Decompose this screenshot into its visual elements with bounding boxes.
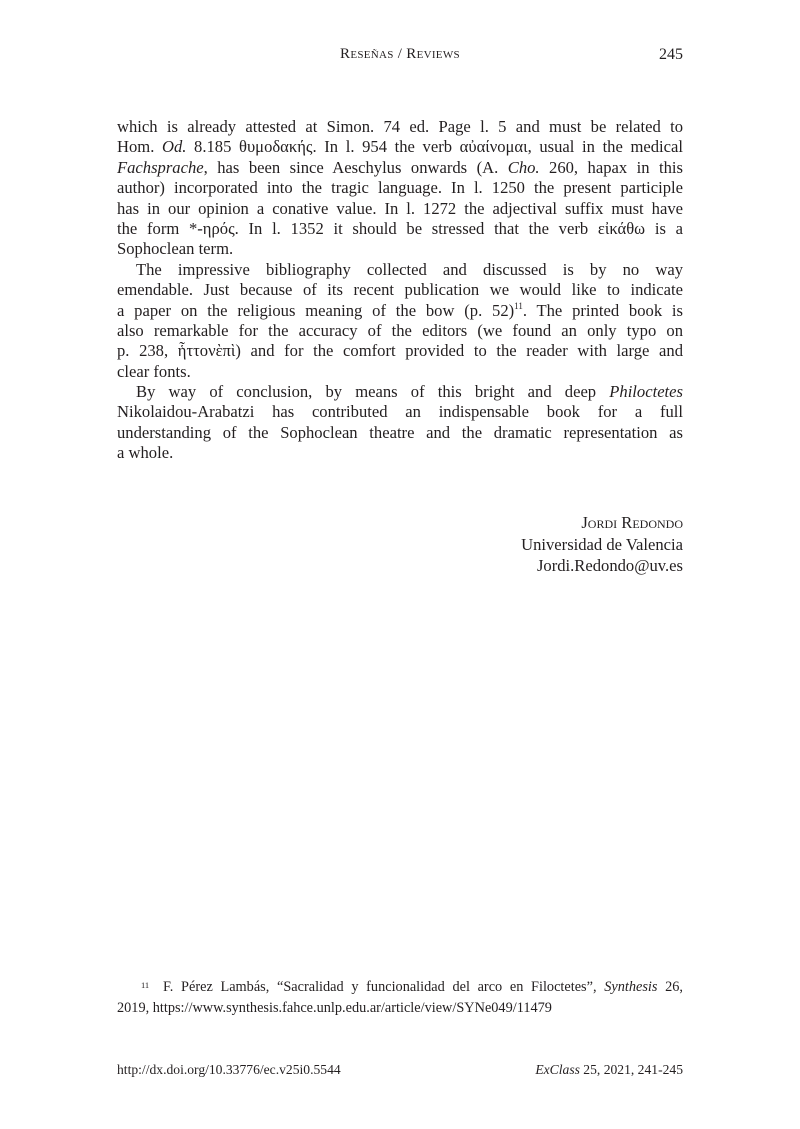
page-number: 245 <box>659 46 683 63</box>
text-segment: understanding of the Sophoclean theatre and the dramatic representation as <box>117 422 683 442</box>
citation-details: 25, 2021, 241-245 <box>579 1062 683 1077</box>
text-segment: Hom. <box>117 137 162 157</box>
text-segment: a paper on the religious meaning of the bow (p. 52) <box>117 300 515 320</box>
text-line <box>117 199 683 219</box>
text-segment: The impressive bibliography collected and discussed is by no way <box>136 259 683 279</box>
text-segment: 260, hapax in this <box>539 157 683 177</box>
text-line <box>117 362 683 382</box>
text-segment: By way of conclusion, by means of this bright and deep <box>136 382 610 402</box>
text-segment: p. 238, ἧττονὲπὶ) and for the comfort provided to the reader with large and <box>117 341 683 361</box>
text-segment: which is already attested at Simon. 74 ed. Page l. 5 and must be related to <box>117 117 683 136</box>
body-text <box>117 117 683 464</box>
footnote-journal: Synthesis <box>604 979 658 995</box>
text-line <box>117 137 683 157</box>
italic-text: Cho. <box>507 157 540 177</box>
text-segment: author) incorporated into the tragic language. In l. 1250 the present participle <box>117 178 683 198</box>
text-segment: . The printed book is <box>522 300 683 320</box>
footnote-number: 11 <box>141 980 150 990</box>
journal-citation <box>535 1062 683 1078</box>
text-line <box>117 341 683 361</box>
signature-block <box>521 512 683 577</box>
text-line <box>117 423 683 443</box>
journal-name: ExClass <box>535 1062 580 1077</box>
text-segment: , has been since Aeschylus onwards (A. <box>203 157 508 177</box>
text-line <box>117 301 683 321</box>
italic-text: Od. <box>161 137 187 157</box>
footnote-text-end: 26, <box>657 979 683 995</box>
text-line <box>117 443 683 463</box>
text-segment: also remarkable for the accuracy of the editors (we found an only typo on <box>117 320 683 340</box>
text-segment: Sophoclean term. <box>117 239 234 259</box>
text-line <box>117 219 683 239</box>
italic-text: Fachsprache <box>117 157 204 177</box>
text-segment: the form *-ηρός. In l. 1352 it should be stressed that the verb εἰκάθω is a <box>117 218 683 238</box>
text-line <box>117 260 683 280</box>
author-affiliation: Universidad de Valencia <box>521 534 683 554</box>
author-email[interactable]: Jordi.Redondo@uv.es <box>536 556 683 575</box>
text-segment: a whole. <box>117 443 174 463</box>
running-title: Reseñas / Reviews <box>340 46 460 62</box>
text-line <box>117 117 683 137</box>
footnote <box>117 977 683 1018</box>
text-segment: clear fonts. <box>117 361 191 381</box>
text-segment: has in our opinion a conative value. In l. 1272 the adjectival suffix must have <box>117 198 683 218</box>
text-segment: emendable. Just because of its recent publication we would like to indicate <box>117 280 683 300</box>
doi-link[interactable]: http://dx.doi.org/10.33776/ec.v25i0.5544 <box>117 1062 341 1077</box>
footnote-url[interactable]: 2019, https://www.synthesis.fahce.unlp.edu.ar/article/view/SYNe049/11479 <box>117 999 552 1016</box>
text-segment: Nikolaidou-Arabatzi has contributed an indispensable book for a full <box>117 402 683 422</box>
footnote-reference[interactable]: 11 <box>514 300 523 311</box>
text-line <box>117 382 683 402</box>
page-header <box>117 46 683 68</box>
author-name: Jordi Redondo <box>581 513 683 532</box>
text-line <box>117 280 683 300</box>
footnote-text: F. Pérez Lambás, “Sacralidad y funcionalidad del arco en Filoctetes”, <box>163 979 605 995</box>
text-line <box>117 321 683 341</box>
text-segment: 8.185 θυμοδακής. In l. 954 the verb αὐαίνομαι, usual in the medical <box>186 137 683 157</box>
italic-text: Philoctetes <box>609 382 683 402</box>
text-line <box>117 239 683 259</box>
text-line <box>117 178 683 198</box>
text-line <box>117 158 683 178</box>
text-line <box>117 402 683 422</box>
